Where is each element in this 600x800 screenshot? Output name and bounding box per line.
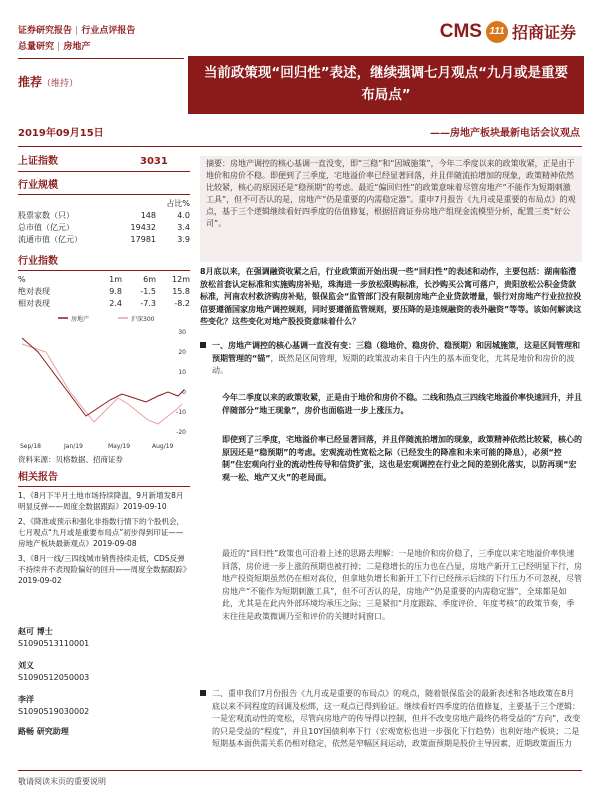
analysts [18, 616, 190, 738]
x-tick-label: Aug/19 [152, 443, 174, 450]
footer-divider [18, 770, 582, 771]
chart-source: 资料来源：贝格数据、招商证券 [18, 455, 123, 464]
series-realestate [22, 338, 184, 416]
footer-note: 敬请阅读末页的重要说明 [18, 777, 106, 786]
report-date: 2019年09月15日 [18, 128, 104, 139]
analyst-name: 李洋 [18, 695, 34, 704]
perf-value: 2.4 [109, 299, 122, 308]
x-tick-label: Jan/19 [64, 443, 83, 450]
perf-value: 9.8 [109, 287, 122, 296]
bullet-icon [200, 690, 206, 696]
bullet-icon [200, 342, 206, 348]
y-tick-label: -20 [176, 429, 186, 436]
index-label: 上证指数 [18, 156, 58, 167]
x-tick-label: May/19 [108, 443, 131, 450]
analyst-name: 赵可 博士 [18, 627, 53, 636]
abstract: 摘要：房地产调控的核心基调一直没变，即“三稳”和“因城施策”，今年二季度以来的政策收紧，正是由于地价和房价不稳。即便到了三季度，宅地溢价率已经显著回落，并且伴随流拍增加的现象，政策精神依然比较紧，核心的原因还是“稳预期”的考虑。最近“偏回归性”的政策意味着尽管房地产“不能作为短期刺激工具”，但不可否认的是，房地产“仍是重要的内需稳定器”。重申7月报告《九月或是重要的布局点》的观点，基于三个逻辑继续看好四季度的估值修复，根据招商证券房地产组现金流模型分析，配置三类“好公司”。 [200, 156, 582, 262]
related-item: 2、《降准或预示和强化非指数行情下的个股机会，七月观点“九月或是重要布局点”初步得到印证——房地产板块最新观点》2019-09-08 [18, 517, 185, 548]
perf-title: 行业指数 [18, 256, 190, 271]
divider [18, 146, 582, 147]
divider [18, 58, 184, 59]
report-category: 总量研究 | 房地产 [18, 42, 91, 52]
scale-title: 行业规模 [18, 180, 190, 195]
scale-name: 流通市值（亿元） [18, 235, 82, 244]
y-tick-label: -10 [176, 409, 186, 416]
scale-name: 总市值（亿元） [18, 223, 74, 232]
related-item: 1、《8月下半月土地市场持续降温，9月新增发8月明显反弹——周度全数据跟踪》2019-09-10 [18, 491, 184, 511]
scale-value: 19432 [130, 223, 156, 232]
perf-header: % 1m 6m 12m [18, 275, 190, 284]
perf-value: -8.2 [174, 299, 190, 308]
analyst-id: S1090519030002 [18, 707, 90, 716]
scale-value: 17981 [130, 235, 156, 244]
sidebar [18, 156, 190, 310]
y-tick-label: 10 [178, 369, 186, 376]
paragraph-3: 最近的“回归性”政策也可沿着上述的思路去理解：一是地价和房价稳了，三季度以来宅地溢价率快速回落，房价进一步上涨的预期也被打掉；二是稳增长的压力也在凸显，房地产新开工已经明显下行，房地产投资短期虽然仍在相对高位，但拿地负增长和新开工下行已经预示后续的下行压力不可忽视，尽管房地产“不能作为短期刺激工具”，但不可否认的是，房地产“仍是重要的内需稳定器”，全球都是如此，尤其是在此内外部环境均承压之际；三是紧扣“月度跟踪、季度评价、年度考核”的政策节奏，季末往往是政策微调乃至和评价的关键时间窗口。 [222, 549, 582, 621]
sidebar-lower [18, 454, 190, 590]
perf-name: 绝对表现 [18, 287, 50, 296]
report-title: 当前政策现“回归性”表述，继续强调七月观点“九月或是重要布局点” [188, 56, 584, 114]
report-type: 证券研究报告 | 行业点评报告 [18, 26, 136, 36]
scale-pct: 4.0 [177, 211, 190, 220]
analyst-id: S1090512050003 [18, 673, 90, 682]
rating: 推荐（维持） [18, 75, 79, 89]
scale-pct: 3.4 [177, 223, 190, 232]
point-1: 一、房地产调控的核心基调一直没有变：三稳（稳地价、稳房价、稳预期）和因城施策，这是区间管理和预期管理的“锚”，既然是区间管理，短期的政策波动来自于内生的基本面变化，尤其是地价和房价的波动。 [212, 341, 580, 375]
scale-row [18, 210, 190, 222]
paragraph-2: 即使到了三季度，宅地溢价率已经显著回落，并且伴随流拍增加的现象，政策精神依然比较紧，核心的原因还是“稳预期”的考虑。宏观流动性宽松之际（已经发生的降准和未来可能的降息），必须“控制”住宏观向行业的流动性传导和信贷扩张，这也是宏观调控在行业之间的差别化落实，以防再现“宏观一松、地产又火”的老局面。 [222, 435, 582, 482]
series-hs300 [22, 344, 182, 424]
report-subtitle: ——房地产板块最新电话会议观点 [430, 128, 580, 139]
perf-row [18, 298, 190, 310]
legend-b: 沪深300 [131, 316, 155, 323]
perf-value: -7.3 [140, 299, 156, 308]
index-value: 3031 [140, 156, 168, 167]
assistant: 路畅 研究助理 [18, 727, 69, 736]
related-item: 3、《8月一线/三四线城市销售持续走低，CDS反弹不持续并不表现险偏好的回升——周度全数据跟踪》2019-09-02 [18, 554, 187, 585]
scale-pct: 3.9 [177, 235, 190, 244]
related-title: 相关报告 [18, 472, 190, 487]
index-chart [18, 312, 190, 452]
scale-header: 占比% [166, 199, 190, 208]
cms-logo: CMS 111 招商证券 [439, 20, 576, 42]
legend-a: 房地产 [71, 316, 90, 323]
intro-paragraph: 8月底以来，在强调融资收紧之后，行业政策面开始出现一些“回归性”的表述和动作，主要包括：湖南临澧放松首套认定标准和实施购房补贴，珠海进一步放松限购标准，长沙购买公寓可落户，贵阳放松公积金贷款标准，河南农村救济购房补贴，银保监会“监管部门没有限制房地产企业贷款增量，银行对房地产行业拉拉投信要遵循国家房地产调控规则，同时要遵循监管规则，要压降的是违规融资的表外融资”等等。该如何解读这些变化？这些变化对地产股投资意味着什么？ [200, 267, 582, 326]
scale-value: 148 [140, 211, 156, 220]
cms-badge-icon: 111 [486, 21, 508, 43]
y-tick-label: 0 [182, 389, 186, 396]
perf-name: 相对表现 [18, 299, 50, 308]
scale-name: 股票家数（只） [18, 211, 74, 220]
perf-value: -1.5 [140, 287, 156, 296]
x-tick-label: Sep/18 [20, 443, 41, 450]
analyst-id: S1090513110001 [18, 639, 90, 648]
y-tick-label: 20 [178, 349, 186, 356]
point-2: 二、重申我们7月份报告《九月或是重要的布局点》的观点，随着银保监会的最新表述和各地政策在8月底以来不同程度的回调及松绑，这一观点已得到验证。继续看好四季度的估值修复，主要基于三个逻辑：一是宏观流动性的宽松，尽管向房地产的传导得以控制，但并不改变房地产最终仍将受益的“方向”，改变的只是受益的“程度”，并且10Y国债利率下行（宏观宽松也进一步强化下行趋势）也利好地产板块；二是短期基本面供需关系仍相对稳定，依然是窄幅区间运动，政策面预期是股价主导因素，近期政策面压力 [212, 689, 581, 748]
perf-row [18, 286, 190, 298]
scale-row [18, 222, 190, 234]
y-tick-label: 30 [178, 329, 186, 336]
paragraph-1: 今年二季度以来的政策收紧，正是由于地价和房价不稳。二线和热点三四线宅地溢价率快速回升，并且伴随部分“地王现象”，房价也面临进一步上涨压力。 [222, 393, 582, 415]
scale-row [18, 234, 190, 246]
perf-value: 15.8 [172, 287, 190, 296]
analyst-name: 刘义 [18, 661, 34, 670]
